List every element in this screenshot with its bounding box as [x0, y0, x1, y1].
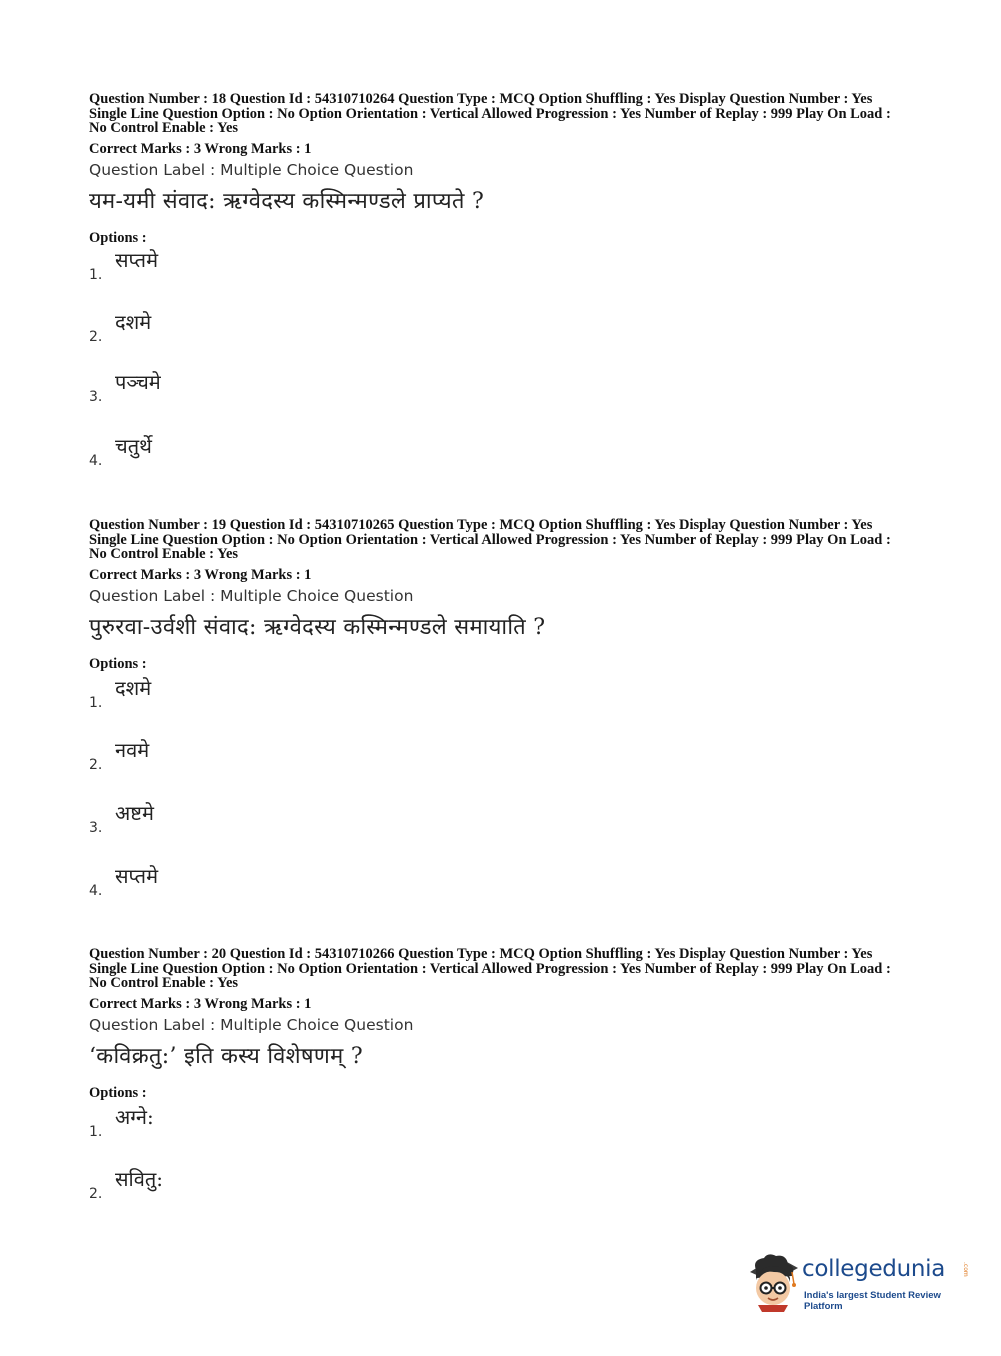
option-text: दशमे [115, 676, 152, 700]
option-text: सप्तमे [115, 248, 159, 272]
option-text: सवितु: [115, 1167, 163, 1191]
question-label: Question Label : Multiple Choice Question [89, 160, 414, 179]
option-number: 1. [89, 695, 103, 711]
option-number: 1. [89, 1124, 103, 1140]
meta-line: No Control Enable : Yes [89, 546, 239, 562]
option-number: 2. [89, 757, 103, 773]
option-item[interactable] [89, 861, 389, 901]
question-block-18 [89, 92, 919, 246]
option-text: अष्टमे [115, 801, 154, 825]
option-item[interactable] [89, 307, 389, 347]
question-text: पुरुरवा-उर्वशी संवाद: ऋग्वेदस्य कस्मिन्मण्डले समायाति ? [89, 614, 546, 640]
question-text: ‘कविक्रतु:’ इति कस्य विशेषणम् ? [89, 1043, 363, 1069]
option-number: 3. [89, 389, 103, 405]
question-block-20 [89, 947, 919, 1101]
option-text: नवमे [115, 738, 150, 762]
meta-line: Question Number : 20 Question Id : 54310710266 Question Type : MCQ Option Shuffling : Yes Display Question Number : Yes [89, 946, 873, 962]
option-text: चतुर्थे [115, 434, 152, 458]
question-label: Question Label : Multiple Choice Question [89, 586, 414, 605]
option-number: 2. [89, 1186, 103, 1202]
meta-line: No Control Enable : Yes [89, 975, 239, 991]
option-text: दशमे [115, 310, 152, 334]
option-number: 2. [89, 329, 103, 345]
option-item[interactable] [89, 735, 389, 775]
question-meta [89, 518, 919, 562]
question-label: Question Label : Multiple Choice Question [89, 1015, 414, 1034]
option-number: 3. [89, 820, 103, 836]
marks-line: Correct Marks : 3 Wrong Marks : 1 [89, 995, 312, 1012]
meta-line: Question Number : 19 Question Id : 54310710265 Question Type : MCQ Option Shuffling : Yes Display Question Number : Yes [89, 517, 873, 533]
question-text: यम-यमी संवाद: ऋग्वेदस्य कस्मिन्मण्डले प्राप्यते ? [89, 188, 485, 214]
option-item[interactable] [89, 367, 389, 407]
option-text: सप्तमे [115, 864, 159, 888]
options-heading: Options : [89, 229, 147, 246]
logo-tagline: India's largest Student Review Platform [804, 1290, 941, 1312]
mascot-icon [742, 1250, 802, 1312]
options-heading: Options : [89, 655, 147, 672]
collegedunia-logo[interactable] [742, 1248, 972, 1316]
question-block-19 [89, 518, 919, 672]
meta-line: Single Line Question Option : No Option Orientation : Vertical Allowed Progression : Yes Number of Replay : 999 Play On Load : [89, 531, 891, 548]
option-item[interactable] [89, 1164, 389, 1204]
meta-line: Question Number : 18 Question Id : 54310710264 Question Type : MCQ Option Shuffling : Yes Display Question Number : Yes [89, 91, 873, 107]
option-number: 4. [89, 453, 103, 469]
option-number: 4. [89, 883, 103, 899]
option-item[interactable] [89, 431, 389, 471]
question-meta [89, 92, 919, 136]
meta-line: No Control Enable : Yes [89, 120, 239, 136]
option-item[interactable] [89, 245, 389, 285]
logo-domain-suffix: .com [962, 1262, 969, 1277]
logo-wordmark: collegedunia [802, 1256, 946, 1282]
option-item[interactable] [89, 673, 389, 713]
question-meta [89, 947, 919, 991]
option-text: पञ्चमे [115, 370, 161, 394]
meta-line: Single Line Question Option : No Option Orientation : Vertical Allowed Progression : Yes Number of Replay : 999 Play On Load : [89, 960, 891, 977]
option-number: 1. [89, 267, 103, 283]
options-heading: Options : [89, 1084, 147, 1101]
meta-line: Single Line Question Option : No Option Orientation : Vertical Allowed Progression : Yes Number of Replay : 999 Play On Load : [89, 105, 891, 122]
option-item[interactable] [89, 1102, 389, 1142]
marks-line: Correct Marks : 3 Wrong Marks : 1 [89, 140, 312, 157]
option-item[interactable] [89, 798, 389, 838]
marks-line: Correct Marks : 3 Wrong Marks : 1 [89, 566, 312, 583]
option-text: अग्ने: [115, 1105, 154, 1129]
